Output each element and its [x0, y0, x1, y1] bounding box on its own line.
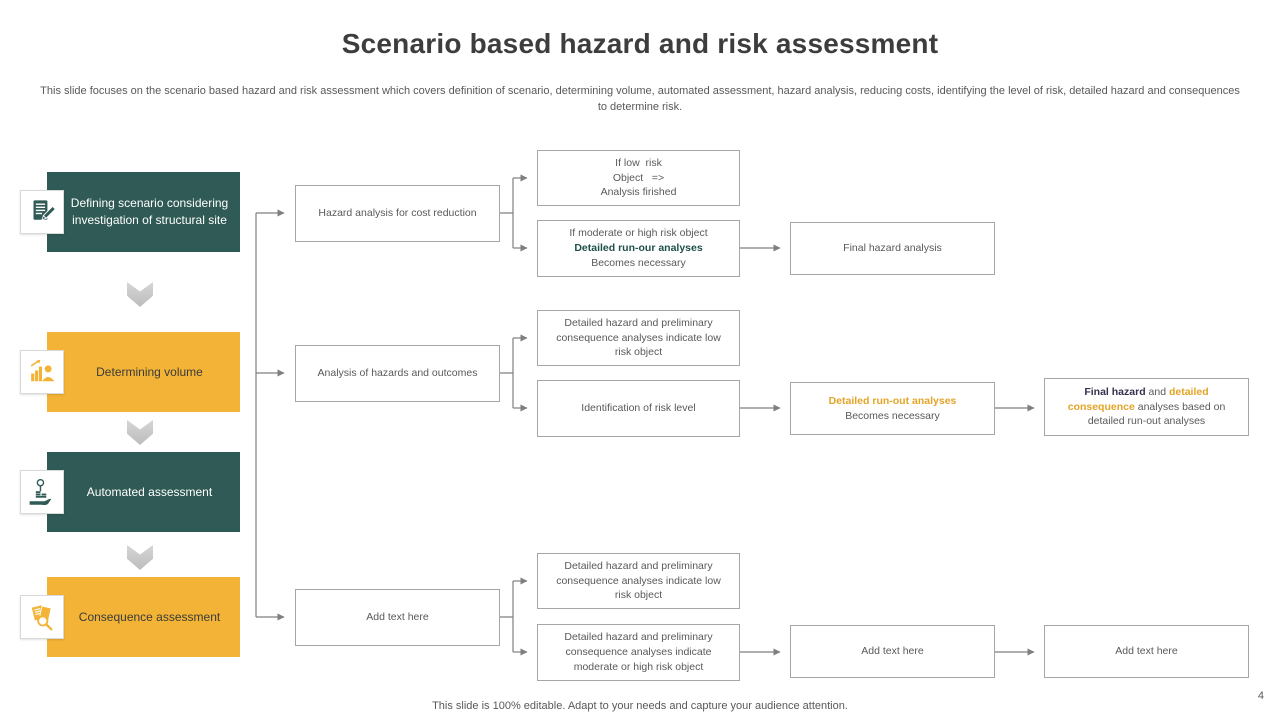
page-title: Scenario based hazard and risk assessment	[341, 28, 939, 59]
flow-box-add-text-step	[295, 589, 500, 646]
chevron-down-icon	[127, 420, 153, 445]
flow-box-identification-risk-level	[537, 380, 740, 437]
flow-box-line: If low risk	[615, 156, 662, 169]
flow-text-rest: analyses based on detailed run-out analyses	[1087, 400, 1226, 428]
flow-text-and: and	[1145, 385, 1169, 398]
flow-box-text: Detailed hazard and preliminary consequence analyses indicate low risk object	[556, 559, 721, 602]
hand-growth-icon	[25, 475, 59, 509]
flow-box-line: Becomes necessary	[591, 256, 686, 269]
chevron-down-icon	[127, 282, 153, 307]
icon-tile	[20, 595, 64, 639]
stage-determining-volume	[47, 332, 240, 412]
icon-tile	[20, 350, 64, 394]
flow-box-text: Hazard analysis for cost reduction	[318, 207, 477, 220]
flow-box-add-text-final	[1044, 625, 1249, 678]
flow-box-low-risk-finished	[537, 150, 740, 206]
flow-box-line-accent: Detailed run-out analyses	[828, 394, 957, 407]
flow-box-final-hazard-consequence	[1044, 378, 1249, 436]
flow-box-text: Final hazard analysis	[843, 242, 942, 255]
stage-automated-assessment	[47, 452, 240, 532]
flow-box-line-accent: Detailed run-our analyses	[574, 242, 703, 255]
slide-subtitle: This slide focuses on the scenario based hazard and risk assessment which covers definition of scenario, determining volume, automated assessment, hazard analysis, reducing costs, identifying the level of risk, detailed hazard and consequences to determine risk.	[40, 85, 1240, 113]
document-search-icon	[25, 600, 59, 634]
stage-label: Determining volume	[96, 364, 203, 379]
stage-defining-scenario	[47, 172, 240, 252]
icon-tile	[20, 470, 64, 514]
flow-box-text: Add text here	[366, 611, 429, 624]
stage-label: Automated assessment	[86, 484, 213, 499]
flow-text-detailed-consequence: detailed consequence	[1067, 385, 1209, 413]
flow-box-rich-text	[1055, 385, 1238, 429]
chevron-down-icon	[127, 545, 153, 570]
flow-box-preliminary-low-risk-2	[537, 553, 740, 609]
flow-box-text: Add text here	[1115, 645, 1178, 658]
flow-box-line: Object =>	[612, 171, 665, 184]
person-chart-icon	[25, 355, 59, 389]
slide-footer: This slide is 100% editable. Adapt to your needs and capture your audience attention.	[432, 700, 848, 712]
stage-label: Defining scenario considering investigation of structural site	[70, 196, 229, 227]
stage-label: Consequence assessment	[78, 609, 221, 624]
stage-consequence-assessment	[47, 577, 240, 657]
flow-box-text: Detailed hazard and preliminary consequence analyses indicate low risk object	[556, 316, 721, 359]
page-number: 4	[1257, 690, 1264, 702]
flow-box-text: Identification of risk level	[581, 402, 696, 415]
flow-box-detailed-runout-analyses	[790, 382, 995, 435]
document-pencil-icon	[25, 195, 59, 229]
flow-box-text: Detailed hazard and preliminary consequence analyses indicate moderate or high risk object	[564, 631, 713, 673]
flow-box-line: Analysis firished	[600, 186, 677, 199]
flow-box-preliminary-low-risk	[537, 310, 740, 366]
icon-tile	[20, 190, 64, 234]
flow-box-final-hazard-analysis	[790, 222, 995, 275]
flow-box-text: Add text here	[861, 645, 924, 658]
flow-box-analysis-hazards-outcomes	[295, 345, 500, 402]
flow-text-final-hazard: Final hazard	[1084, 385, 1146, 398]
flow-box-add-text-result	[790, 625, 995, 678]
flow-box-line: If moderate or high risk object	[569, 227, 708, 240]
flow-box-moderate-high-risk	[537, 220, 740, 277]
flow-box-line: Becomes necessary	[845, 409, 940, 422]
flow-box-text: Analysis of hazards and outcomes	[317, 367, 478, 380]
flow-box-preliminary-moderate-high	[537, 624, 740, 681]
flow-box-hazard-analysis-cost	[295, 185, 500, 242]
